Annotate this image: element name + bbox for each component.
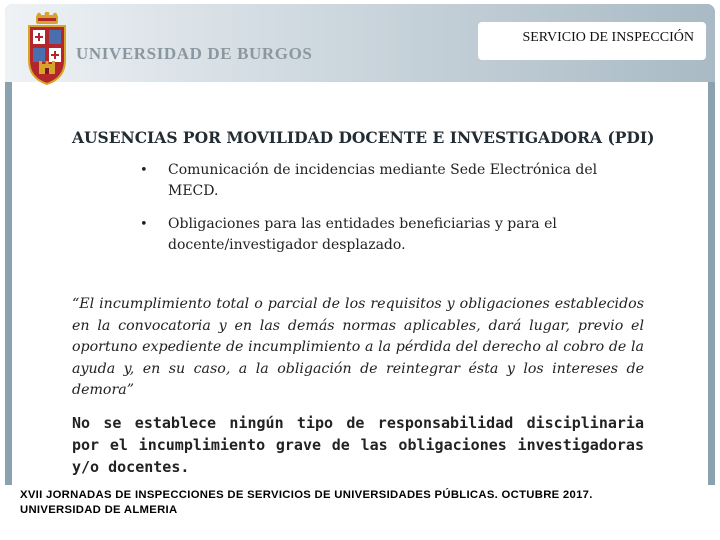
regulation-quote: “El incumplimiento total o parcial de los requisitos y obligaciones establecidos en la convocatoria y en las demás normas aplicables, dará lugar, previo el oportuno expediente de incumplimiento a la pérdida del derecho al cobro de la ayuda y, en su caso, a la obligación de reintegrar ésta y los intereses de demora” [72,296,644,398]
footer-line-event: XVII JORNADAS DE INSPECCIONES DE SERVICIOS DE UNIVERSIDADES PÚBLICAS. OCTUBRE 2017. [20,489,593,501]
section-heading: AUSENCIAS POR MOVILIDAD DOCENTE E INVESTIGADORA (PDI) [72,128,655,147]
list-item [140,160,640,202]
university-coat-of-arms-icon [24,12,70,86]
list-item [140,214,640,256]
footer-text [20,488,700,518]
bullet-dot-icon: • [140,163,148,178]
university-name: UNIVERSIDAD DE BURGOS [76,44,313,63]
footer-line-university: UNIVERSIDAD DE ALMERIA [20,504,178,516]
service-title: SERVICIO DE INSPECCIÓN [522,30,694,45]
bullet-text: Obligaciones para las entidades beneficiarias y para el docente/investigador desplazado. [168,216,557,253]
bullet-list [140,160,640,268]
bullet-text: Comunicación de incidencias mediante Sede Electrónica del MECD. [168,162,598,199]
conclusion-statement: No se establece ningún tipo de responsabilidad disciplinaria por el incumplimiento grave de las obligaciones investigadoras y/o docentes. [72,414,644,476]
bullet-dot-icon: • [140,217,148,232]
